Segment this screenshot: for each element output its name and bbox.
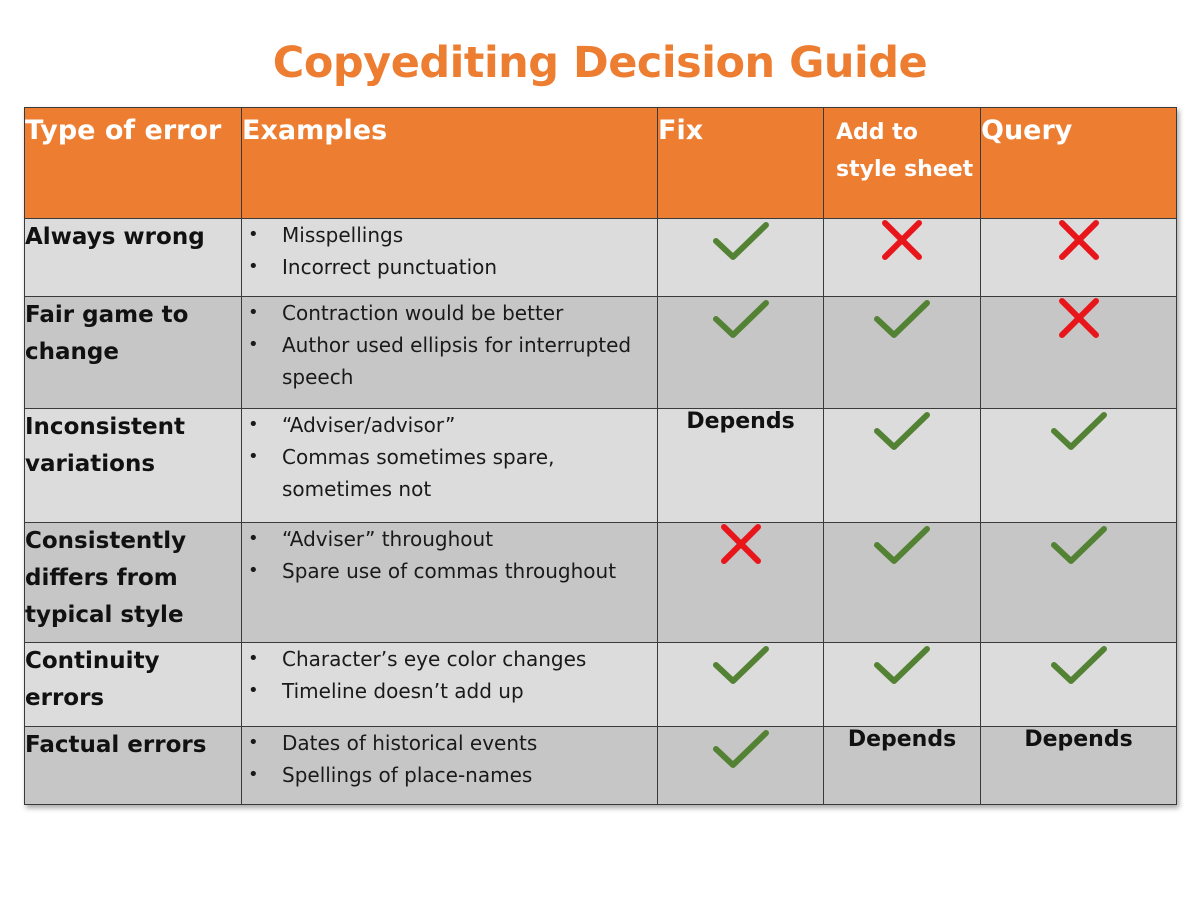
example-item: • Spare use of commas throughout (242, 555, 657, 587)
header-row (25, 108, 1177, 219)
example-item: • “Adviser” throughout (242, 523, 657, 555)
page-title: Copyediting Decision Guide (272, 38, 928, 88)
check-icon (712, 219, 770, 263)
cross-icon (719, 523, 763, 565)
fix-cell (658, 523, 824, 643)
example-item: • Incorrect punctuation (242, 251, 657, 283)
examples-cell (242, 219, 658, 297)
error-type-cell: Consistently differs from typical style (25, 523, 242, 643)
query-cell (981, 219, 1177, 297)
query-cell (981, 523, 1177, 643)
examples-list (242, 643, 657, 707)
style-sheet-cell (824, 219, 981, 297)
depends-label: Depends (847, 727, 957, 752)
fix-cell (658, 409, 824, 523)
decision-table (24, 107, 1177, 805)
check-icon (873, 297, 931, 341)
table-row (25, 297, 1177, 409)
check-icon (873, 409, 931, 453)
depends-label: Depends (1024, 727, 1133, 752)
check-icon (1050, 643, 1108, 687)
example-item: • Author used ellipsis for interrupted speech (242, 329, 657, 393)
check-icon (873, 643, 931, 687)
check-icon (712, 297, 770, 341)
error-type-cell: Always wrong (25, 219, 242, 297)
examples-list (242, 409, 657, 505)
table-row (25, 643, 1177, 727)
header-type: Type of error (25, 108, 242, 219)
style-sheet-cell (824, 727, 981, 805)
example-item: • Character’s eye color changes (242, 643, 657, 675)
example-item: • Timeline doesn’t add up (242, 675, 657, 707)
cross-icon (1057, 297, 1101, 339)
fix-cell (658, 643, 824, 727)
examples-cell (242, 643, 658, 727)
error-type-cell: Inconsistent variations (25, 409, 242, 523)
style-sheet-cell (824, 409, 981, 523)
fix-cell (658, 727, 824, 805)
example-item: • Dates of historical events (242, 727, 657, 759)
query-cell (981, 409, 1177, 523)
header-fix: Fix (658, 108, 824, 219)
header-examples: Examples (242, 108, 658, 219)
table-row (25, 523, 1177, 643)
examples-cell (242, 523, 658, 643)
example-item: • Misspellings (242, 219, 657, 251)
check-icon (712, 727, 770, 771)
query-cell (981, 727, 1177, 805)
table-row (25, 219, 1177, 297)
cross-icon (1057, 219, 1101, 261)
error-type-cell: Fair game to change (25, 297, 242, 409)
examples-cell (242, 727, 658, 805)
table-row (25, 409, 1177, 523)
examples-cell (242, 297, 658, 409)
error-type-cell: Factual errors (25, 727, 242, 805)
table-row (25, 727, 1177, 805)
style-sheet-cell (824, 297, 981, 409)
check-icon (712, 643, 770, 687)
example-item: • Spellings of place-names (242, 759, 657, 791)
fix-cell (658, 219, 824, 297)
example-item: • “Adviser/advisor” (242, 409, 657, 441)
check-icon (1050, 409, 1108, 453)
header-style-sheet: Add to style sheet (824, 108, 981, 219)
examples-cell (242, 409, 658, 523)
fix-cell (658, 297, 824, 409)
style-sheet-cell (824, 643, 981, 727)
example-item: • Contraction would be better (242, 297, 657, 329)
style-sheet-cell (824, 523, 981, 643)
examples-list (242, 219, 657, 283)
header-query: Query (981, 108, 1177, 219)
cross-icon (880, 219, 924, 261)
check-icon (873, 523, 931, 567)
query-cell (981, 643, 1177, 727)
example-item: • Commas sometimes spare, sometimes not (242, 441, 657, 505)
examples-list (242, 297, 657, 393)
error-type-cell: Continuity errors (25, 643, 242, 727)
examples-list (242, 727, 657, 791)
examples-list (242, 523, 657, 587)
depends-label: Depends (686, 409, 795, 434)
check-icon (1050, 523, 1108, 567)
query-cell (981, 297, 1177, 409)
